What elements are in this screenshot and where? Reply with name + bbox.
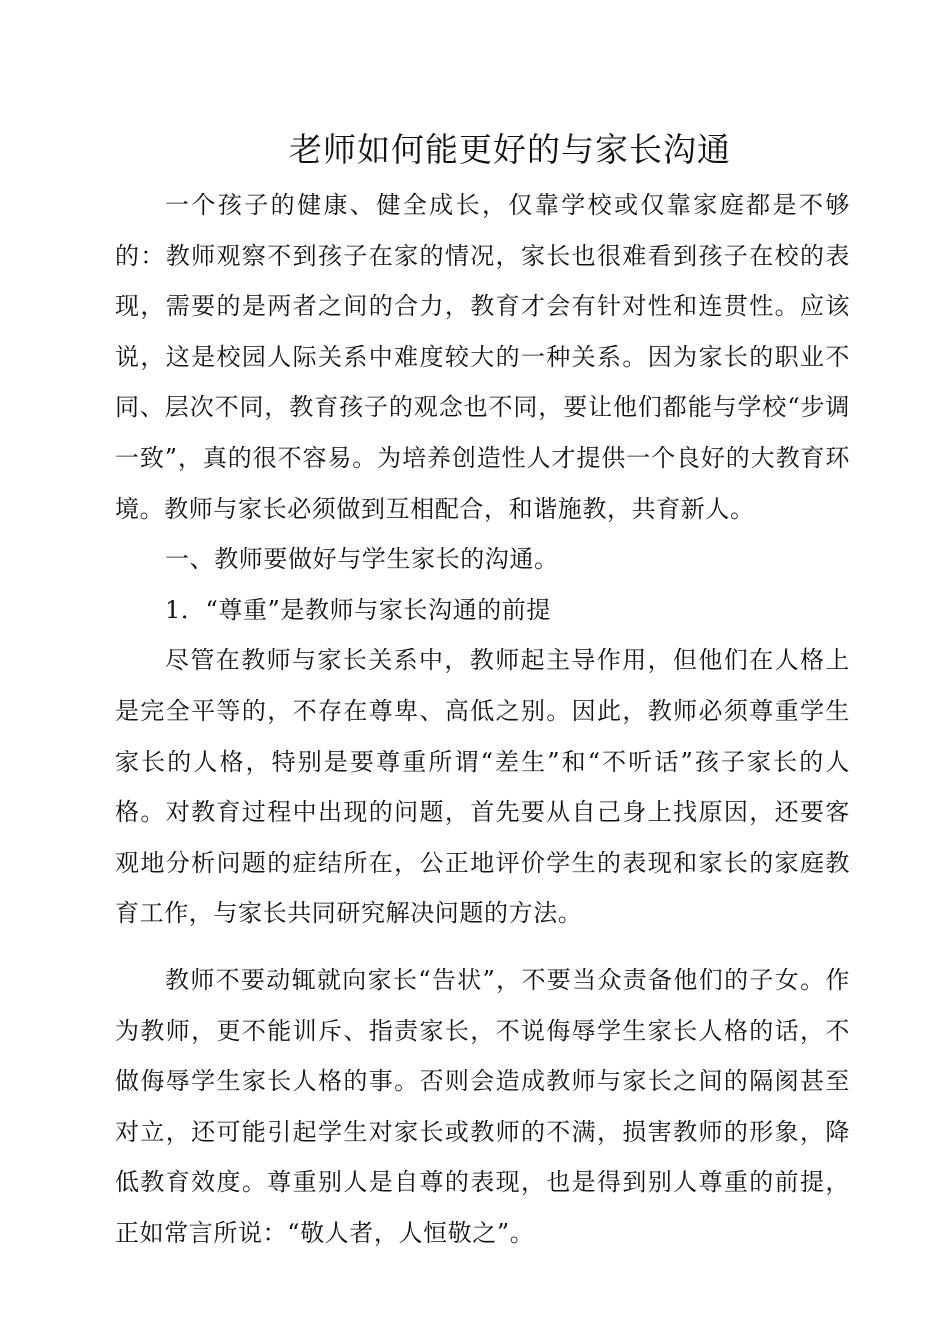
paragraph-respect: 尽管在教师与家长关系中，教师起主导作用，但他们在人格上是完全平等的，不存在尊卑、高低之别。因此，教师必须尊重学生家长的人格，特别是要尊重所谓“差生”和“不听话”孩子家长的人格。对教育过程中出现的问题，首先要从自己身上找原因，还要客观地分析问题的症结所在，公正地评价学生的表现和家长的家庭教育工作，与家长共同研究解决问题的方法。 — [115, 646, 850, 928]
document-title: 老师如何能更好的与家长沟通 — [289, 130, 731, 169]
section-heading: 一、教师要做好与学生家长的沟通。 — [165, 545, 559, 574]
document-body — [115, 180, 850, 1258]
paragraph-no-complaints: 教师不要动辄就向家长“告状”，不要当众责备他们的子女。作为教师，更不能训斥、指责家长，不说侮辱学生家长人格的话，不做侮辱学生家长人格的事。否则会造成教师与家长之间的隔阂甚至对立，还可能引起学生对家长或教师的不满，损害教师的形象，降低教育效度。尊重别人是自尊的表现，也是得到别人尊重的前提，正如常言所说：“敬人者，人恒敬之”。 — [115, 965, 850, 1247]
subsection-heading: 1．“尊重”是教师与家长沟通的前提 — [165, 595, 552, 624]
paragraph-intro: 一个孩子的健康、健全成长，仅靠学校或仅靠家庭都是不够的：教师观察不到孩子在家的情况，家长也很难看到孩子在校的表现，需要的是两者之间的合力，教育才会有针对性和连贯性。应该说，这是校园人际关系中难度较大的一种关系。因为家长的职业不同、层次不同，教育孩子的观念也不同，要让他们都能与学校“步调一致”，真的很不容易。为培养创造性人才提供一个良好的大教育环境。教师与家长必须做到互相配合，和谐施教，共育新人。 — [115, 191, 850, 523]
